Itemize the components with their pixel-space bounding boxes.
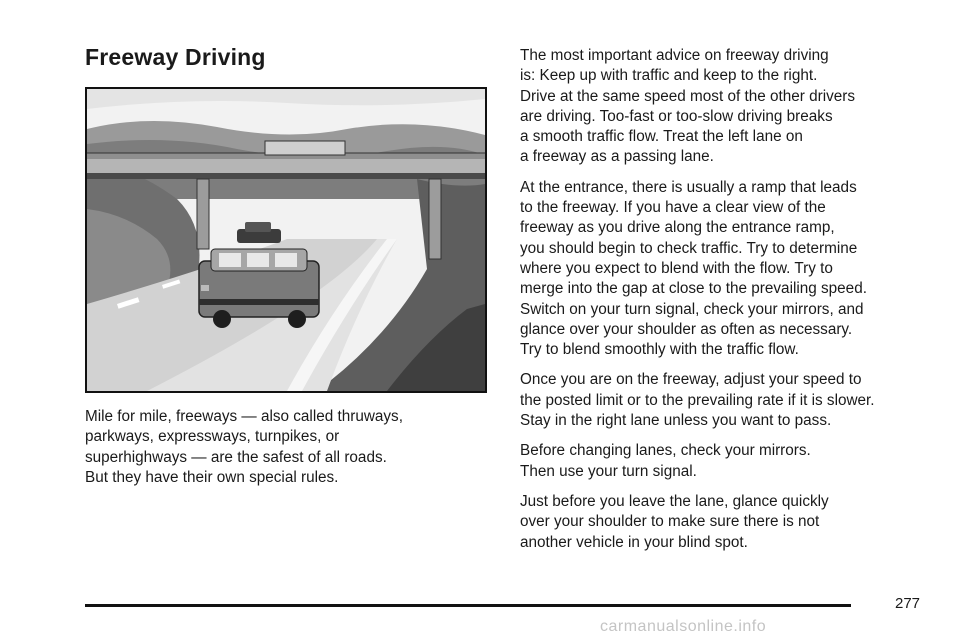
freeway-illustration bbox=[85, 87, 487, 393]
paragraph-changing-lanes: Before changing lanes, check your mirrors. Then use your turn signal. bbox=[520, 442, 811, 480]
paragraph-adjust-speed: Once you are on the freeway, adjust your speed to the posted limit or to the prevailing rate if it is slower. Stay in the right lane unless you want to pass. bbox=[520, 371, 875, 430]
paragraph-keep-right: The most important advice on freeway driving is: Keep up with traffic and keep to the right. Drive at the same speed most of the other drivers are driving. Too-fast or too-slow driving breaks a smooth traffic flow. Treat the left lane on a freeway as a passing lane. bbox=[520, 47, 855, 166]
paragraph-entrance-ramp: At the entrance, there is usually a ramp that leads to the freeway. If you have a clear view of the freeway as you drive along the entrance ramp, you should begin to check traffic. Try to determine where you expect to blend with the flow. Try to merge into the gap at close to the prevailing speed. Switch on your turn signal, check your mirrors, and glance over your shoulder as often as necessary. Try to blend smoothly with the traffic flow. bbox=[520, 178, 867, 359]
left-column bbox=[85, 407, 485, 498]
page-number: 277 bbox=[895, 595, 921, 612]
right-column bbox=[520, 46, 930, 563]
paragraph-blind-spot: Just before you leave the lane, glance quickly over your shoulder to make sure there is not another vehicle in your blind spot. bbox=[520, 492, 829, 551]
watermark: carmanualsonline.info bbox=[600, 618, 767, 635]
page-title: Freeway Driving bbox=[85, 44, 266, 70]
intro-paragraph: Mile for mile, freeways — also called thruways, parkways, expressways, turnpikes, or superhighways — are the safest of all roads. But they have their own special rules. bbox=[85, 408, 403, 486]
footer-divider bbox=[85, 604, 851, 607]
